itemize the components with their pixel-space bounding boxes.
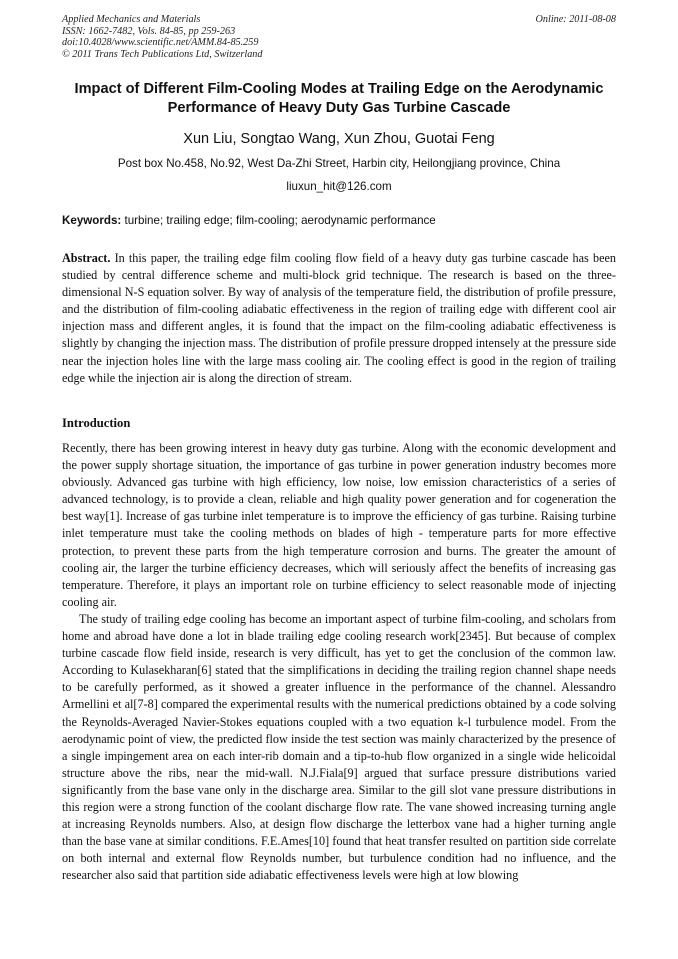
paper-title: Impact of Different Film-Cooling Modes at Trailing Edge on the Aerodynamic Performance of Heavy Duty Gas Turbine Cascade [74, 81, 604, 116]
online-date: Online: 2011-08-08 [535, 14, 616, 25]
journal-copyright: © 2011 Trans Tech Publications Ltd, Switzerland [62, 48, 263, 60]
keywords [62, 214, 616, 227]
journal-info [62, 14, 262, 60]
section-heading-introduction: Introduction [62, 416, 131, 430]
author-email: liuxun_hit@126.com [286, 180, 392, 193]
paragraph: Recently, there has been growing interest in heavy duty gas turbine. Along with the economic development and the power supply shortage situation, the importance of gas turbine in power generation industry becomes more obviously. Advanced gas turbine with high efficiency, low noise, low emission characteristics of a series of advanced technology, is to provide a clean, reliable and high quality power generation and for cogeneration the best way[1]. Increase of gas turbine inlet temperature is to improve the efficiency of gas turbine. Raising turbine inlet temperature must take the cooling methods on blades of high - temperature parts for more effective protection, to prevent these parts from the high temperature corrosion and burns. The greater the amount of cooling air, the larger the turbine efficiency decreases, which will seriously affect the benefits of increasing gas temperature. Therefore, it plays an important role on turbine efficiency to select reasonable mode of injecting cooling air. [62, 441, 616, 609]
journal-issn: ISSN: 1662-7482, Vols. 84-85, pp 259-263 [62, 25, 236, 37]
abstract [62, 250, 616, 387]
paragraph: The study of trailing edge cooling has become an important aspect of turbine film-cooling, and scholars from home and abroad have done a lot in blade trailing edge cooling research work[2345]. But because of complex turbine cascade flow field inside, research is very difficult, has yet to get the conclusion of the common law. According to Kulasekharan[6] stated that the simplifications in deciding the trailing region channel shape needs to be carefully performed, as it showed a greater influence in the performance of the channel. Alessandro Armellini et al[7-8] compared the experimental results with the numerical predictions obtained by a code solving the Reynolds-Averaged Navier-Stokes equations coupled with a two equation k-l turbulence model. From the aerodynamic point of view, the predicted flow inside the test section was mainly characterized by the presence of a single impingement area on each inter-rib domain and a tip-to-hub flow organized in a single wide helicoidal structure above the ribs, near the mid-wall. N.J.Fiala[9] argued that surface pressure distributions varied significantly from the base vane only in the discharge area. Similar to the gill slot vane pressure distributions in this region were a strong function of the coolant discharge flow rate. The vane showed increasing turning angle at increasing Reynolds numbers. Also, at design flow discharge the letterbox vane had a higher turning angle than the base vane at similar conditions. F.E.Ames[10] found that heat transfer resulted on partition side correlate on both internal and external flow Reynolds number, but turbulence condition had no influence, and the researcher also said that partition side adiabatic effectiveness levels were high at low blowing [62, 611, 616, 883]
abstract-text: In this paper, the trailing edge film cooling flow field of a heavy duty gas turbine cascade has been studied by central difference scheme and multi-block grid technique. The research is based on the three-dimensional N-S equation solver. By way of analysis of the temperature field, the distribution of profile pressure, and the distribution of film-cooling adiabatic effectiveness in the region of trailing edge with different cool air injection mass and different angles, it is found that the impact on the film-cooling adiabatic effectiveness is slightly by changing the injection mass. The distribution of profile pressure dropped intensely at the pressure side near the injection holes line with the large mass cooling air. The cooling effect is good in the region of trailing edge while the injection air is along the direction of stream. [62, 251, 616, 385]
journal-doi: doi:10.4028/www.scientific.net/AMM.84-85.259 [62, 37, 259, 48]
keywords-label: Keywords: [62, 214, 122, 227]
introduction-body [62, 440, 616, 884]
keywords-text: turbine; trailing edge; film-cooling; aerodynamic performance [121, 214, 436, 227]
abstract-label: Abstract. [62, 251, 111, 265]
affiliation: Post box No.458, No.92, West Da-Zhi Street, Harbin city, Heilongjiang province, China [117, 157, 561, 170]
journal-name: Applied Mechanics and Materials [62, 14, 201, 25]
author-list: Xun Liu, Songtao Wang, Xun Zhou, Guotai Feng [183, 131, 495, 147]
